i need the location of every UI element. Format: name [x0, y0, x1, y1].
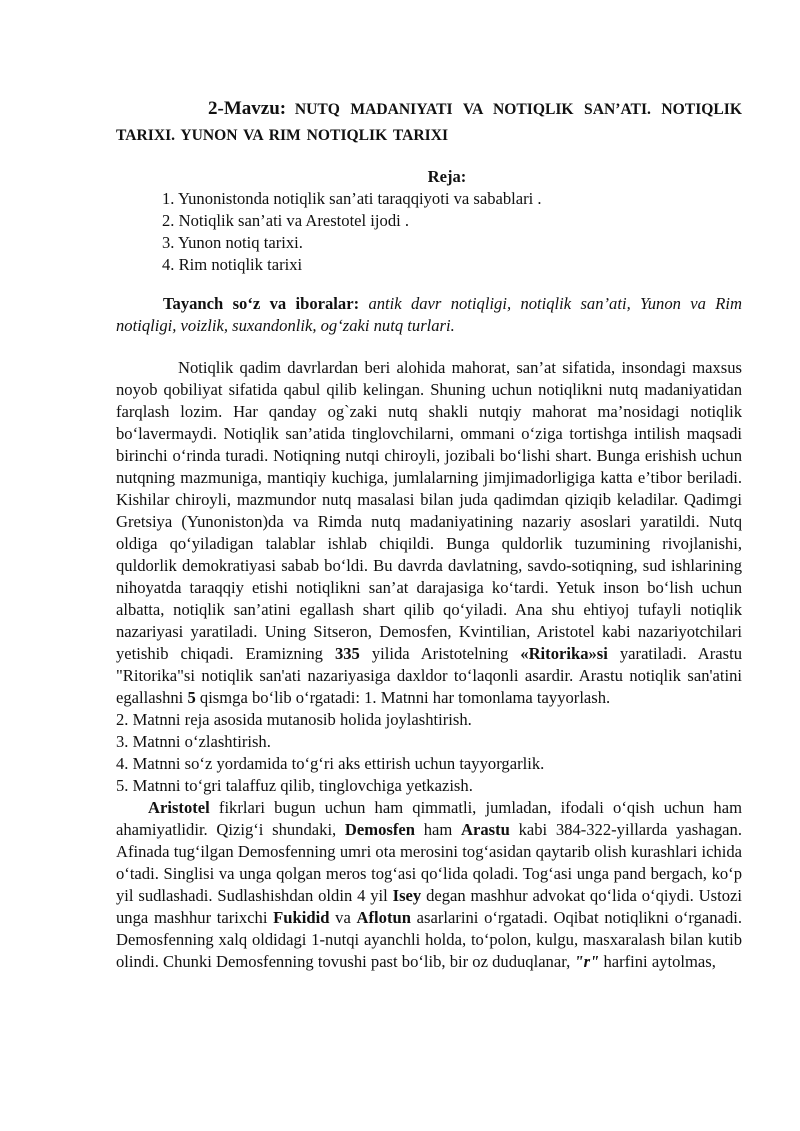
- name-fukidid: Fukidid: [273, 908, 330, 927]
- lesson-number: 2-Mavzu:: [208, 98, 287, 119]
- document-content: [116, 96, 742, 973]
- name-isey: Isey: [392, 886, 422, 905]
- step-item: 4. Matnni so‘z yordamida to‘g‘ri aks ettirish uchun tayyorgarlik.: [116, 754, 545, 773]
- name-demosfen: Demosfen: [344, 820, 415, 839]
- plan-item: 3. Yunon notiq tarixi.: [162, 233, 303, 252]
- paragraph-text: Notiqlik qadim davrlardan beri alohida mahorat, san’at sifatida, insondagi maxsus noyob qobiliyat sifatida qabul qilib kelingan. Shuning uchun notiqlikni nutq madaniyatidan farqlash lozim. Har qanday og`zaki nutq shakli nutqiy mahorat ma’nosidagi notiqlik bo‘lavermaydi. Notiqlik san’atida tinglovchilarni, ommani o‘ziga tortishga intilish maqsadi birinchi o‘rinda turadi. Notiqning nutqi chiroyli, jozibali bo‘lishi shart. Bunga erishish uchun nutqning mazmuniga, mantiqiy kuchiga, jumlalarning jimjimadorligiga katta e’tibor beriladi. Kishilar chiroyli, mazmundor nutq masalasi bilan juda qadimdan qiziqib keladilar. Qadimgi Gretsiya (Yunoniston)da va Rimda nutq madaniyatining nazariy asoslari yaratildi. Nutq oldiga qo‘yiladigan talablar ishlab chiqildi. Bunga quldorlik tuzumining rivojlanishi, quldorlik demokratiyasi sabab bo‘ldi. Bu davrda davlatning, savdo-sotiqning, sud ishlarining nihoyatda taraqqiy etishi notiqlikni san’at darajasiga ko‘tardi. Yetuk inson bo‘lish uchun albatta, notiqlik san’atini egallash shart qilib qo‘yiladi. Ana shu ehtiyoj tufayli notiqlik nazariyasi yaratiladi. Uning Sitseron, Demosfen, Kvintilian, Aristotel kabi nazariyotchilari yetishib chiqadi. Eramizning: [116, 358, 742, 663]
- paragraph-text: kabi 384-322-yillarda yashagan. Afinada tug‘ilgan Demosfenning umri ota merosini tog‘asidan qaytarib olish kurashlari ichida o‘tadi. Singlisi va unga qolgan meros tog‘asi qo‘lida qoladi. Tog‘asi unga pand bergach, ko‘p yil sudlashadi. Sudlashishdan oldin 4 yil: [116, 820, 742, 905]
- plan-list: [116, 188, 742, 276]
- body-paragraph-demosfen: [116, 797, 742, 973]
- paragraph-text: asarlarini o‘rgatadi. Oqibat notiqlikni o‘rganadi. Demosfenning xalq oldidagi 1-nutqi ayanchli holda, to‘polon, kulgu, masxaralash bilan kutib olindi. Chunki Demosfenning tovushi past bo‘lib, bir oz duduqlanar,: [116, 908, 743, 971]
- paragraph-text: yaratiladi. Arastu "Ritorika"si notiqlik san'ati nazariyasiga daxldor to‘laqonli asardir. Arastu notiqlik san'atini egallashni: [116, 644, 742, 707]
- keywords-paragraph: [116, 293, 742, 337]
- year-number: 335: [334, 644, 360, 663]
- paragraph-text: degan mashhur advokat qo‘lida o‘qiydi. Ustozi unga mashhur tarixchi: [116, 886, 743, 927]
- step-item: 3. Matnni o‘zlashtirish.: [116, 732, 271, 751]
- plan-item: 4. Rim notiqlik tarixi: [162, 255, 303, 274]
- keywords-label: Tayanch so‘z va iboralar:: [163, 294, 360, 313]
- paragraph-text: harfini aytolmas,: [603, 952, 716, 971]
- step-item: 5. Matnni to‘gri talaffuz qilib, tinglovchiga yetkazish.: [116, 776, 473, 795]
- plan-item: 1. Yunonistonda notiqlik san’ati taraqqiyoti va sabablari .: [162, 189, 542, 208]
- plan-item: 2. Notiqlik san’ati va Arestotel ijodi .: [162, 211, 410, 230]
- paragraph-text: fikrlari bugun uchun ham qimmatli, jumladan, ifodali o‘qish uchun ham ahamiyatlidir. Qizig‘i shundaki,: [116, 798, 742, 839]
- step-item: 2. Matnni reja asosida mutanosib holida joylashtirish.: [116, 710, 472, 729]
- keywords-text: antik davr notiqligi, notiqlik san’ati, Yunon va Rim notiqligi, voizlik, suxandonlik, og‘zaki nutq turlari.: [116, 294, 743, 335]
- parts-count: 5: [187, 688, 196, 707]
- paragraph-text: ham: [423, 820, 453, 839]
- lesson-title-text: NUTQ MADANIYATI VA NOTIQLIK SAN’ATI. NOTIQLIK TARIXI. YUNON VA RIM NOTIQLIK TARIXI: [116, 101, 742, 144]
- paragraph-text: qismga bo‘lib o‘rgatadi: 1. Matnni har tomonlama tayyorlash.: [199, 688, 611, 707]
- body-paragraph-intro: [116, 357, 742, 709]
- paragraph-text: yilida Aristotelning: [371, 644, 509, 663]
- paragraph-text: va: [335, 908, 351, 927]
- name-aristotel: Aristotel: [148, 798, 210, 817]
- plan-heading: Reja:: [427, 167, 467, 186]
- name-arastu: Arastu: [460, 820, 510, 839]
- letter-r: "r": [574, 952, 600, 971]
- lesson-title: [116, 96, 742, 148]
- name-aflotun: Aflotun: [356, 908, 411, 927]
- book-title: «Ritorika»si: [520, 644, 608, 663]
